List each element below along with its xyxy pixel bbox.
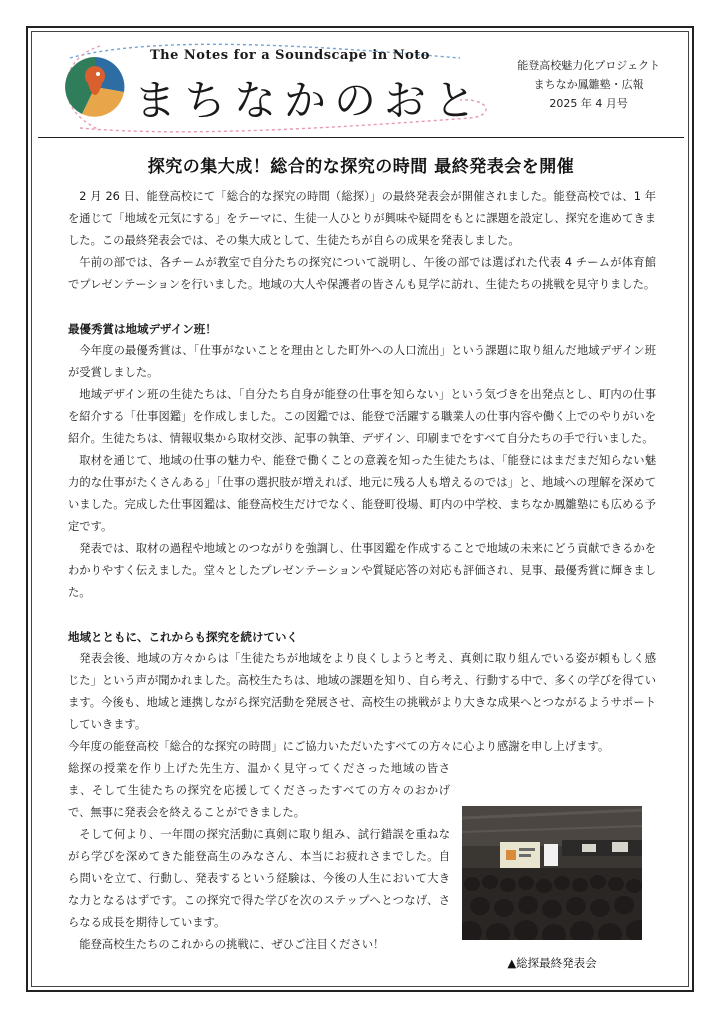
award-paragraph: 今年度の最優秀賞は、「仕事がないことを理由とした町外への人口流出」という課題に取り組んだ地域デザイン班が受賞しました。: [68, 344, 656, 379]
section-heading-award: 最優秀賞は地域デザイン班！: [68, 322, 217, 336]
award-paragraph: 発表では、取材の過程や地域とのつながりを強調し、仕事図鑑を作成することで地域の未来にどう貢献できるかをわかりやすく伝えました。堂々としたプレゼンテーションや質疑応答の対応も評価され、見事、最優秀賞に輝きました。: [68, 542, 656, 599]
photo-caption: ▲総探最終発表会: [507, 956, 597, 970]
presentation-hall-photo: [462, 806, 642, 940]
intro-paragraph: 午前の部では、各チームが教室で自分たちの探究について説明し、午後の部では選ばれた代表 4 チームが体育館でプレゼンテーションを行いました。地域の大人や保護者の皆さんも見学に訪れ、生徒たちの挑戦を見守りました。: [68, 256, 656, 291]
thanks-paragraph: 総探の授業を作り上げた先生方、温かく見守ってくださった地域の皆さま、そして生徒たちの探究を応援してくださったすべての方々のおかげで、無事に発表会を終えることができました。: [68, 762, 450, 819]
article-headline: 探究の集大成！総合的な探究の時間 最終発表会を開催: [147, 157, 575, 177]
masthead: [40, 38, 680, 134]
closing-line: 能登高校生たちのこれからの挑戦に、ぜひご注目ください！: [79, 938, 385, 951]
noto-logo-icon: [62, 54, 128, 120]
newsletter-title: まちなかのおと: [134, 76, 485, 125]
tagline: The Notes for a Soundscape in Noto: [150, 48, 430, 63]
issue-date: 2025 年 4 月号: [549, 97, 628, 110]
dept-name: まちなか鳳雛塾・広報: [533, 78, 644, 91]
award-paragraph: 取材を通じて、地域の仕事の魅力や、能登で働くことの意義を知った生徒たちは、「能登にはまだまだ知らない魅力的な仕事がたくさんある」「仕事の選択肢が増えれば、地元に残る人も増えるのでは」と、地域への理解を深めていました。完成した仕事図鑑は、能登高校生だけでなく、能登町役場、町内の中学校、まちなか鳳雛塾にも広める予定です。: [68, 454, 656, 533]
header-divider: [38, 137, 684, 138]
intro-paragraph: 2 月 26 日、能登高校にて「総合的な探究の時間（総探）」の最終発表会が開催されました。能登高校では、1 年を通じて「地域を元気にする」をテーマに、生徒一人ひとりが興味や疑問をもとに課題を設定し、探究を進めてきました。この最終発表会では、その集大成として、生徒たちが自らの成果を発表しました。: [68, 190, 656, 247]
thanks-paragraph: そして何より、一年間の探究活動に真剣に取り組み、試行錯誤を重ねながら学びを深めてきた能登高生のみなさん、本当にお疲れさまでした。自ら問いを立て、行動し、発表するという経験は、今後の人生において大きな力となるはずです。この探究で得た学びを次のステップへとつなげ、さらなる成長を期待しています。: [68, 828, 450, 929]
issue-info: [517, 56, 660, 113]
award-paragraph: 地域デザイン班の生徒たちは、「自分たち自身が能登の仕事を知らない」という気づきを出発点とし、町内の仕事を紹介する「仕事図鑑」を作成しました。この図鑑では、能登で活躍する職業人の仕事内容や働く上でのやりがいを紹介。生徒たちは、情報収集から取材交渉、記事の執筆、デザイン、印刷までをすべて自分たちの手で行いました。: [68, 388, 656, 445]
thanks-line: 今年度の能登高校「総合的な探究の時間」にご協力いただいたすべての方々に心より感謝を申し上げます。: [68, 740, 610, 753]
section-heading-future: 地域とともに、これからも探究を続けていく: [68, 630, 298, 644]
org-name: 能登高校魅力化プロジェクト: [517, 59, 660, 72]
wrapped-text: [68, 758, 450, 956]
future-paragraph: 発表会後、地域の方々からは「生徒たちが地域をより良くしようと考え、真剣に取り組んでいる姿が頼もしく感じた」という声が聞かれました。高校生たちは、地域の課題を知り、自ら考え、行動する中で、多くの学びを得ています。今後も、地域と連携しながら探究活動を発展させ、高校生の挑戦がより大きな成果へとつながるようサポートしていきます。: [68, 652, 656, 731]
